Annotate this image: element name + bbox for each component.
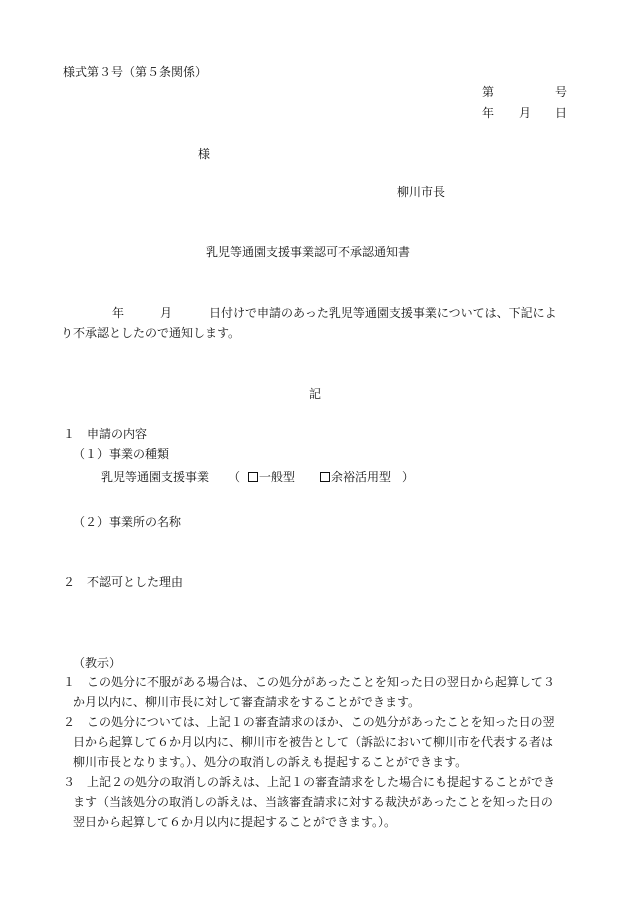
section1-heading: １ 申請の内容 bbox=[63, 427, 148, 441]
section2-heading: ２ 不認可とした理由 bbox=[63, 575, 184, 589]
instruction-item-1-line2: か月以内に、柳川市長に対して審査請求をすることができます。 bbox=[73, 695, 421, 709]
instruction-item-2-num: ２ bbox=[63, 715, 76, 729]
instruction-item-2-line1: この処分については、上記１の審査請求のほか、この処分があったことを知った日の翌 bbox=[87, 715, 555, 729]
instruction-item-1-num: １ bbox=[63, 675, 76, 689]
instruction-item-3-line2: ます（当該処分の取消しの訴えは、当該審査請求に対する裁決があったことを知った日の bbox=[73, 795, 553, 809]
form-label: 様式第３号（第５条関係） bbox=[63, 65, 208, 79]
ki-heading: 記 bbox=[309, 387, 322, 401]
body-line1: 日付けで申請のあった乳児等通園支援事業については、下記によ bbox=[209, 306, 557, 320]
instruction-item-1-line1: この処分に不服がある場合は、この処分があったことを知った日の翌日から起算して３ bbox=[87, 675, 555, 689]
option-general-label: 一般型 bbox=[259, 470, 296, 484]
body-month: 月 bbox=[160, 306, 173, 320]
option-surplus-label: 余裕活用型 bbox=[331, 470, 392, 484]
option-general[interactable] bbox=[248, 471, 295, 483]
doc-number-suffix: 号 bbox=[555, 85, 568, 99]
instruction-item-3-num: ３ bbox=[63, 775, 76, 789]
section1-sub1: （１）事業の種類 bbox=[73, 447, 170, 461]
paren-open: （ bbox=[228, 470, 241, 484]
option-surplus[interactable] bbox=[320, 471, 391, 483]
instruction-item-2-line2: 日から起算して６か月以内に、柳川市を被告として（訴訟において柳川市を代表する者は bbox=[73, 735, 554, 749]
paren-close: ） bbox=[402, 470, 415, 484]
addressee-suffix: 様 bbox=[198, 147, 211, 161]
instruction-item-3-line1: 上記２の処分の取消しの訴えは、上記１の審査請求をした場合にも提起することができ bbox=[87, 775, 556, 789]
body-line2: り不承認としたので通知します。 bbox=[61, 326, 241, 340]
business-name: 乳児等通園支援事業 bbox=[101, 470, 210, 484]
doc-number-prefix: 第 bbox=[482, 85, 495, 99]
section1-sub2: （２）事業所の名称 bbox=[73, 515, 182, 529]
instruction-heading: （教示） bbox=[73, 656, 122, 670]
issuer: 柳川市長 bbox=[397, 185, 446, 199]
date-month: 月 bbox=[519, 106, 532, 120]
instruction-item-2-line3: 柳川市長となります。）、処分の取消しの訴えも提起することができます。 bbox=[73, 755, 468, 769]
date-year: 年 bbox=[482, 106, 495, 120]
instruction-item-3-line3: 翌日から起算して６か月以内に提起することができます。）。 bbox=[73, 815, 397, 829]
checkbox-surplus[interactable] bbox=[320, 472, 330, 482]
body-year: 年 bbox=[112, 306, 125, 320]
checkbox-general[interactable] bbox=[248, 472, 258, 482]
document-title: 乳児等通園支援事業認可不承認通知書 bbox=[206, 245, 411, 259]
date-day: 日 bbox=[555, 106, 568, 120]
